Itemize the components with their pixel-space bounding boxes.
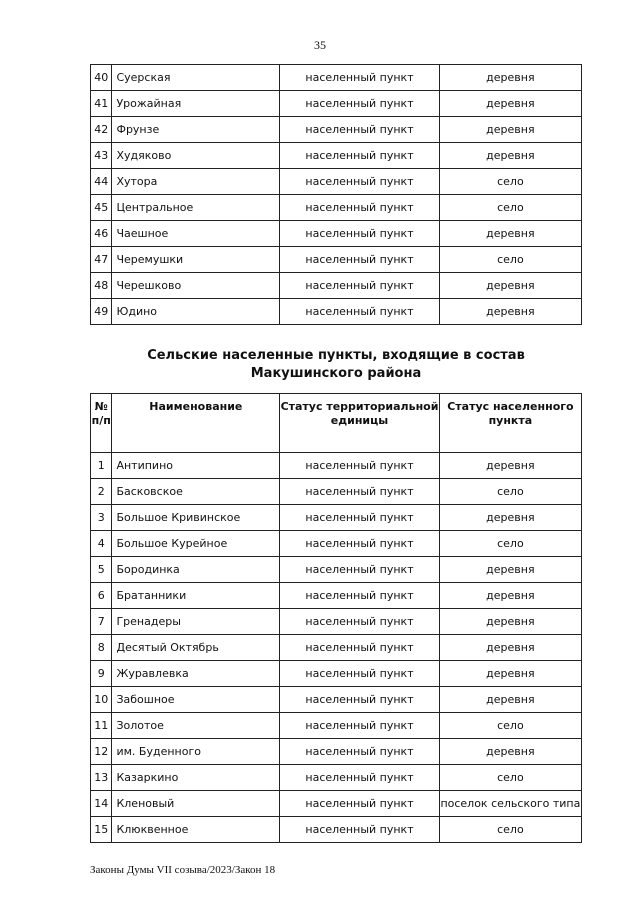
row-settlement-status: деревня bbox=[439, 143, 581, 169]
table-row bbox=[91, 505, 582, 531]
table-row bbox=[91, 739, 582, 765]
row-settlement-status: деревня bbox=[439, 91, 581, 117]
row-number: 48 bbox=[91, 273, 112, 299]
row-territory-status: населенный пункт bbox=[280, 91, 440, 117]
row-territory-status: населенный пункт bbox=[280, 635, 440, 661]
row-number: 5 bbox=[91, 557, 112, 583]
document-footer: Законы Думы VII созыва/2023/Закон 18 bbox=[90, 864, 276, 876]
table-row bbox=[91, 299, 582, 325]
row-settlement-status: деревня bbox=[439, 117, 581, 143]
row-name: Забошное bbox=[112, 687, 280, 713]
row-settlement-status: деревня bbox=[439, 453, 581, 479]
row-number: 40 bbox=[91, 65, 112, 91]
section-title-line-1: Сельские населенные пункты, входящие в состав bbox=[147, 348, 525, 363]
row-name: Черемушки bbox=[112, 247, 280, 273]
table-row bbox=[91, 791, 582, 817]
table-row bbox=[91, 635, 582, 661]
row-number: 10 bbox=[91, 687, 112, 713]
row-territory-status: населенный пункт bbox=[280, 273, 440, 299]
row-name: Юдино bbox=[112, 299, 280, 325]
table-row bbox=[91, 765, 582, 791]
row-name: Антипино bbox=[112, 453, 280, 479]
table-row bbox=[91, 531, 582, 557]
row-number: 49 bbox=[91, 299, 112, 325]
row-territory-status: населенный пункт bbox=[280, 661, 440, 687]
row-name: Худяково bbox=[112, 143, 280, 169]
row-settlement-status: поселок сельского типа bbox=[439, 791, 581, 817]
row-territory-status: населенный пункт bbox=[280, 505, 440, 531]
row-territory-status: населенный пункт bbox=[280, 687, 440, 713]
row-territory-status: населенный пункт bbox=[280, 583, 440, 609]
header-number: № п/п bbox=[91, 394, 112, 453]
row-territory-status: населенный пункт bbox=[280, 169, 440, 195]
row-territory-status: населенный пункт bbox=[280, 117, 440, 143]
row-settlement-status: село bbox=[439, 479, 581, 505]
row-settlement-status: деревня bbox=[439, 299, 581, 325]
row-settlement-status: село bbox=[439, 195, 581, 221]
row-territory-status: населенный пункт bbox=[280, 247, 440, 273]
settlements-table-continued-body bbox=[91, 65, 582, 325]
row-name: Большое Курейное bbox=[112, 531, 280, 557]
row-territory-status: населенный пункт bbox=[280, 765, 440, 791]
table-row bbox=[91, 195, 582, 221]
page-number: 35 bbox=[314, 38, 326, 52]
table-row bbox=[91, 143, 582, 169]
row-number: 4 bbox=[91, 531, 112, 557]
row-number: 7 bbox=[91, 609, 112, 635]
row-territory-status: населенный пункт bbox=[280, 531, 440, 557]
row-number: 46 bbox=[91, 221, 112, 247]
row-number: 1 bbox=[91, 453, 112, 479]
row-name: Фрунзе bbox=[112, 117, 280, 143]
row-settlement-status: село bbox=[439, 765, 581, 791]
row-name: Гренадеры bbox=[112, 609, 280, 635]
row-number: 14 bbox=[91, 791, 112, 817]
row-name: Урожайная bbox=[112, 91, 280, 117]
table-row bbox=[91, 479, 582, 505]
row-settlement-status: деревня bbox=[439, 609, 581, 635]
row-name: Клюквенное bbox=[112, 817, 280, 843]
row-settlement-status: село bbox=[439, 817, 581, 843]
row-territory-status: населенный пункт bbox=[280, 143, 440, 169]
row-number: 41 bbox=[91, 91, 112, 117]
row-settlement-status: село bbox=[439, 247, 581, 273]
row-territory-status: населенный пункт bbox=[280, 453, 440, 479]
table-row bbox=[91, 247, 582, 273]
row-number: 47 bbox=[91, 247, 112, 273]
table-row bbox=[91, 583, 582, 609]
row-territory-status: населенный пункт bbox=[280, 817, 440, 843]
row-territory-status: населенный пункт bbox=[280, 609, 440, 635]
row-number: 12 bbox=[91, 739, 112, 765]
table-row bbox=[91, 557, 582, 583]
row-settlement-status: деревня bbox=[439, 65, 581, 91]
row-territory-status: населенный пункт bbox=[280, 713, 440, 739]
row-number: 11 bbox=[91, 713, 112, 739]
table-row bbox=[91, 609, 582, 635]
row-name: Золотое bbox=[112, 713, 280, 739]
row-name: Кленовый bbox=[112, 791, 280, 817]
table-row bbox=[91, 117, 582, 143]
row-name: Черешково bbox=[112, 273, 280, 299]
settlements-table-continued bbox=[90, 64, 582, 325]
row-number: 2 bbox=[91, 479, 112, 505]
table-row bbox=[91, 91, 582, 117]
row-territory-status: населенный пункт bbox=[280, 221, 440, 247]
row-number: 6 bbox=[91, 583, 112, 609]
row-name: Братанники bbox=[112, 583, 280, 609]
row-number: 43 bbox=[91, 143, 112, 169]
row-name: Казаркино bbox=[112, 765, 280, 791]
row-territory-status: населенный пункт bbox=[280, 299, 440, 325]
row-settlement-status: деревня bbox=[439, 505, 581, 531]
row-territory-status: населенный пункт bbox=[280, 195, 440, 221]
header-territory-status: Статус территориальной единицы bbox=[280, 394, 440, 453]
table-row bbox=[91, 221, 582, 247]
row-settlement-status: деревня bbox=[439, 273, 581, 299]
row-number: 3 bbox=[91, 505, 112, 531]
section-title bbox=[90, 347, 582, 383]
table-row bbox=[91, 817, 582, 843]
row-settlement-status: деревня bbox=[439, 661, 581, 687]
makushinsky-settlements-table-body bbox=[91, 453, 582, 843]
table-row bbox=[91, 713, 582, 739]
row-number: 13 bbox=[91, 765, 112, 791]
row-settlement-status: деревня bbox=[439, 687, 581, 713]
row-name: Десятый Октябрь bbox=[112, 635, 280, 661]
row-name: Центральное bbox=[112, 195, 280, 221]
table-row bbox=[91, 453, 582, 479]
row-name: Басковское bbox=[112, 479, 280, 505]
row-number: 45 bbox=[91, 195, 112, 221]
row-number: 44 bbox=[91, 169, 112, 195]
header-settlement-status: Статус населенного пункта bbox=[439, 394, 581, 453]
row-name: Бородинка bbox=[112, 557, 280, 583]
row-name: Большое Кривинское bbox=[112, 505, 280, 531]
row-number: 42 bbox=[91, 117, 112, 143]
table-row bbox=[91, 661, 582, 687]
row-settlement-status: деревня bbox=[439, 583, 581, 609]
row-settlement-status: деревня bbox=[439, 739, 581, 765]
section-title-line-2: Макушинского района bbox=[250, 366, 422, 381]
row-name: Хутора bbox=[112, 169, 280, 195]
row-name: им. Буденного bbox=[112, 739, 280, 765]
row-number: 15 bbox=[91, 817, 112, 843]
row-settlement-status: село bbox=[439, 713, 581, 739]
row-territory-status: населенный пункт bbox=[280, 791, 440, 817]
row-settlement-status: деревня bbox=[439, 221, 581, 247]
row-settlement-status: село bbox=[439, 169, 581, 195]
table-row bbox=[91, 169, 582, 195]
row-territory-status: населенный пункт bbox=[280, 479, 440, 505]
table-row bbox=[91, 65, 582, 91]
table-header bbox=[91, 394, 582, 453]
row-name: Суерская bbox=[112, 65, 280, 91]
table-header-row bbox=[91, 394, 582, 453]
row-settlement-status: деревня bbox=[439, 557, 581, 583]
row-number: 9 bbox=[91, 661, 112, 687]
row-territory-status: населенный пункт bbox=[280, 557, 440, 583]
row-territory-status: населенный пункт bbox=[280, 739, 440, 765]
table-row bbox=[91, 273, 582, 299]
makushinsky-settlements-table bbox=[90, 393, 582, 843]
row-territory-status: населенный пункт bbox=[280, 65, 440, 91]
row-name: Чаешное bbox=[112, 221, 280, 247]
row-settlement-status: село bbox=[439, 531, 581, 557]
row-name: Журавлевка bbox=[112, 661, 280, 687]
header-name: Наименование bbox=[112, 394, 280, 453]
row-settlement-status: деревня bbox=[439, 635, 581, 661]
row-number: 8 bbox=[91, 635, 112, 661]
table-row bbox=[91, 687, 582, 713]
